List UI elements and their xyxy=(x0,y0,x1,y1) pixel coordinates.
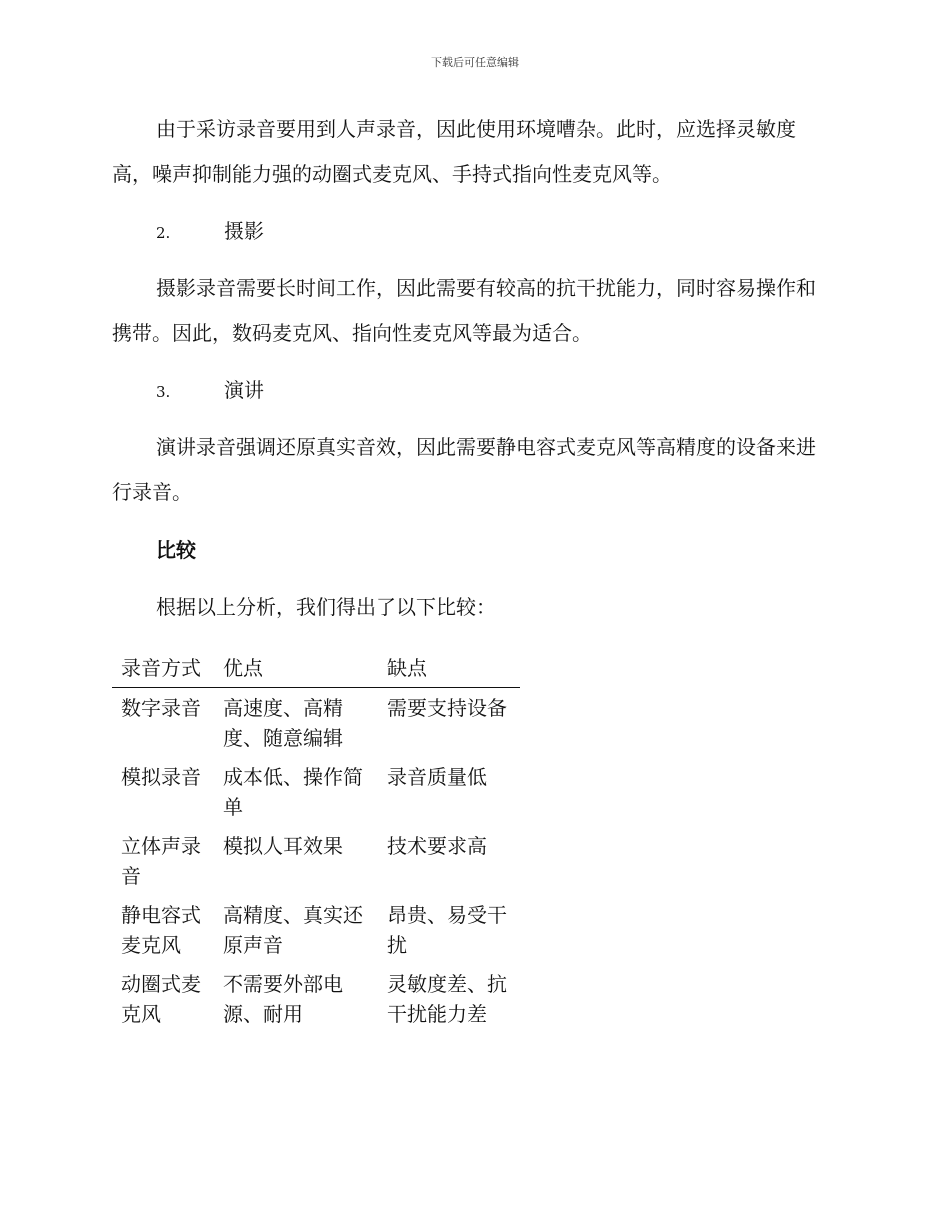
column-header: 优点 xyxy=(214,653,378,688)
list-item-speech xyxy=(156,375,264,407)
table-cell: 灵敏度差、抗干扰能力差 xyxy=(387,972,507,1026)
column-header: 录音方式 xyxy=(112,653,214,688)
table-cell: 动圈式麦克风 xyxy=(121,972,201,1026)
table-row xyxy=(112,757,520,826)
section-heading: 比较 xyxy=(156,538,196,562)
table-cell: 不需要外部电源、耐用 xyxy=(223,972,343,1026)
table-cell: 立体声录音 xyxy=(121,834,201,888)
table-row xyxy=(112,688,520,758)
table-cell: 成本低、操作简单 xyxy=(223,765,363,819)
table-cell: 模拟录音 xyxy=(121,765,201,789)
list-item-photography xyxy=(156,216,264,248)
table-row xyxy=(112,826,520,895)
table-cell: 需要支持设备 xyxy=(387,696,507,720)
table-cell: 模拟人耳效果 xyxy=(223,834,343,858)
table-cell: 数字录音 xyxy=(121,696,201,720)
table-row xyxy=(112,964,520,1033)
paragraph-summary: 根据以上分析，我们得出了以下比较： xyxy=(156,595,496,619)
paragraph-photography: 摄影录音需要长时间工作，因此需要有较高的抗干扰能力，同时容易操作和携带。因此，数码麦克风、指向性麦克风等最为适合。 xyxy=(112,276,816,345)
table-cell: 昂贵、易受干扰 xyxy=(387,903,507,957)
table-header-row xyxy=(112,653,520,688)
table-cell: 技术要求高 xyxy=(387,834,487,858)
table-cell: 高速度、高精度、随意编辑 xyxy=(223,696,343,750)
table-cell: 高精度、真实还原声音 xyxy=(223,903,363,957)
page-header: 下载后可任意编辑 xyxy=(431,56,519,69)
comparison-table xyxy=(112,653,520,1033)
list-item-label: 演讲 xyxy=(224,378,264,402)
paragraph-speech: 演讲录音强调还原真实音效，因此需要静电容式麦克风等高精度的设备来进行录音。 xyxy=(112,435,816,504)
table-cell: 录音质量低 xyxy=(387,765,487,789)
list-item-number: 3. xyxy=(156,383,171,401)
list-item-number: 2. xyxy=(156,224,171,242)
table-cell: 静电容式麦克风 xyxy=(121,903,201,957)
column-header: 缺点 xyxy=(378,653,520,688)
paragraph-interview: 由于采访录音要用到人声录音，因此使用环境嘈杂。此时，应选择灵敏度高，噪声抑制能力强的动圈式麦克风、手持式指向性麦克风等。 xyxy=(112,117,796,186)
table-row xyxy=(112,895,520,964)
list-item-label: 摄影 xyxy=(224,219,264,243)
